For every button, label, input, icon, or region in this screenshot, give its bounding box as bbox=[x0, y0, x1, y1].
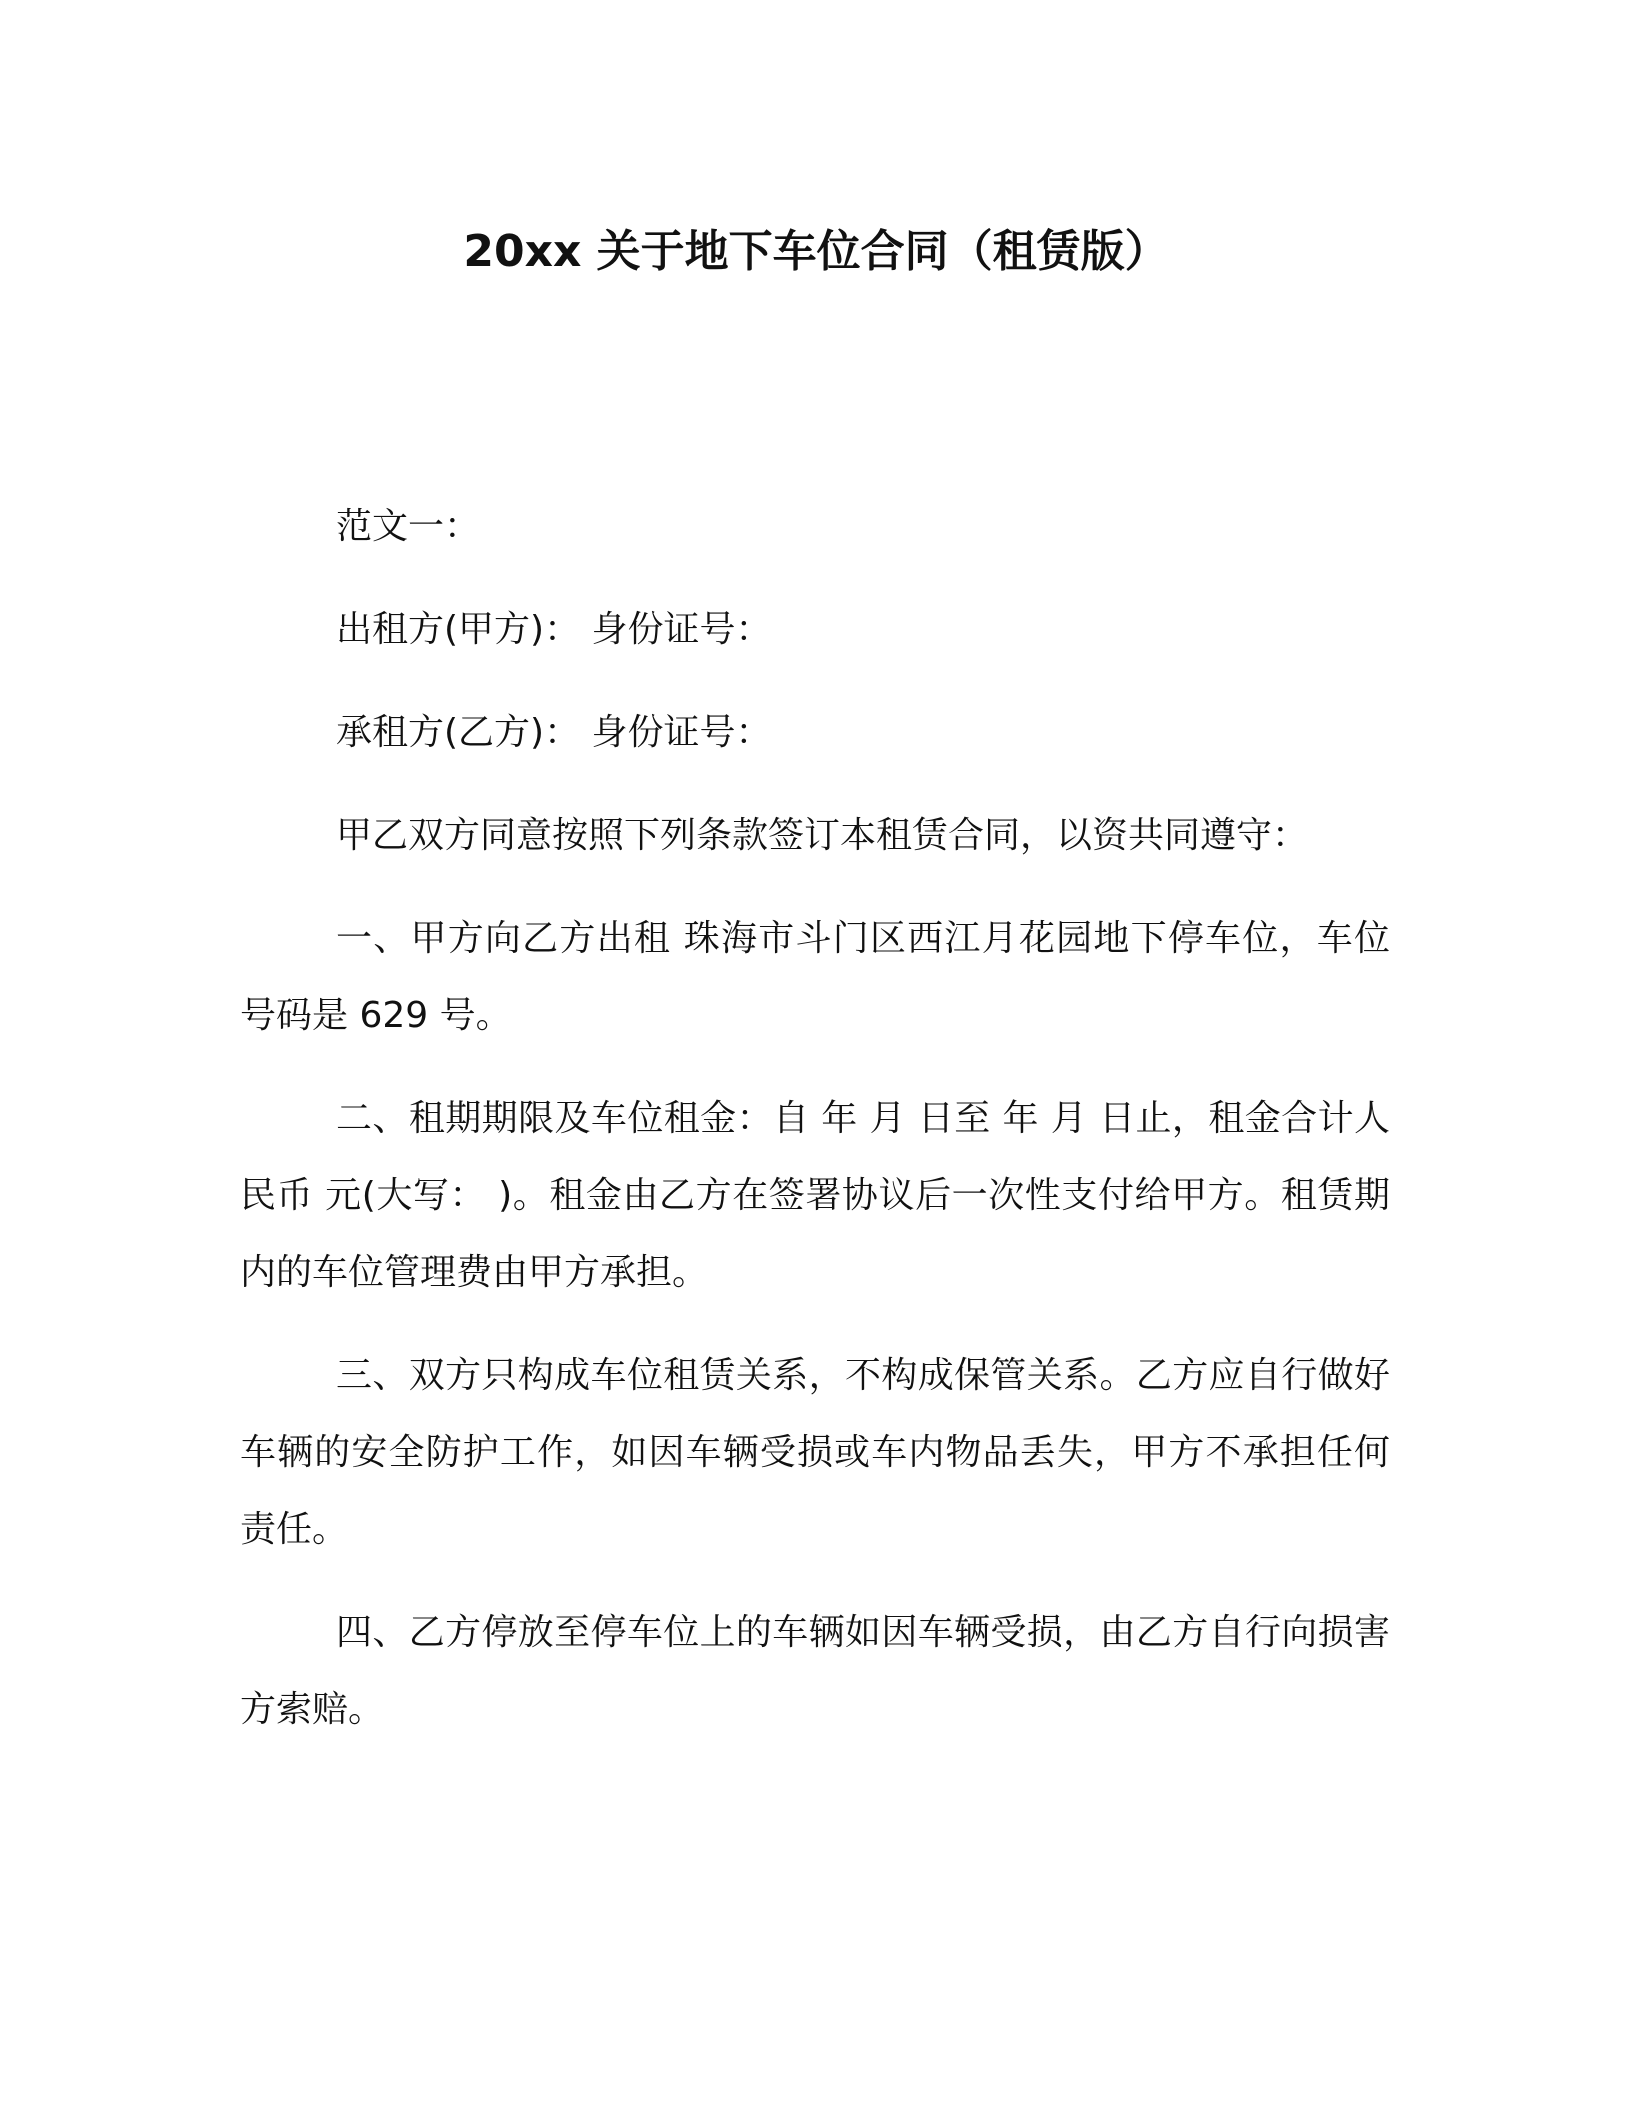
paragraph-clause-3: 三、双方只构成车位租赁关系，不构成保管关系。乙方应自行做好车辆的安全防护工作，如因车辆受损或车内物品丢失，甲方不承担任何责任。 bbox=[240, 1355, 1390, 1550]
paragraph-agreement: 甲乙双方同意按照下列条款签订本租赁合同，以资共同遵守： bbox=[336, 815, 1309, 856]
paragraph-clause-1: 一、甲方向乙方出租 珠海市斗门区西江月花园地下停车位，车位号码是 629 号。 bbox=[240, 918, 1390, 1036]
paragraph-clause-2: 二、租期期限及车位租金：自 年 月 日至 年 月 日止，租金合计人民币 元(大写： )。租金由乙方在签署协议后一次性支付给甲方。租赁期内的车位管理费由甲方承担。 bbox=[240, 1098, 1390, 1293]
document-body bbox=[240, 488, 1390, 1748]
paragraph-lessee: 承租方(乙方)： 身份证号： bbox=[336, 712, 772, 753]
document-title: 20xx 关于地下车位合同（租赁版） bbox=[463, 226, 1169, 277]
paragraph-lessor: 出租方(甲方)： 身份证号： bbox=[336, 609, 772, 650]
paragraph-sample-heading: 范文一： bbox=[336, 506, 481, 547]
paragraph-clause-4: 四、乙方停放至停车位上的车辆如因车辆受损，由乙方自行向损害方索赔。 bbox=[240, 1612, 1390, 1730]
